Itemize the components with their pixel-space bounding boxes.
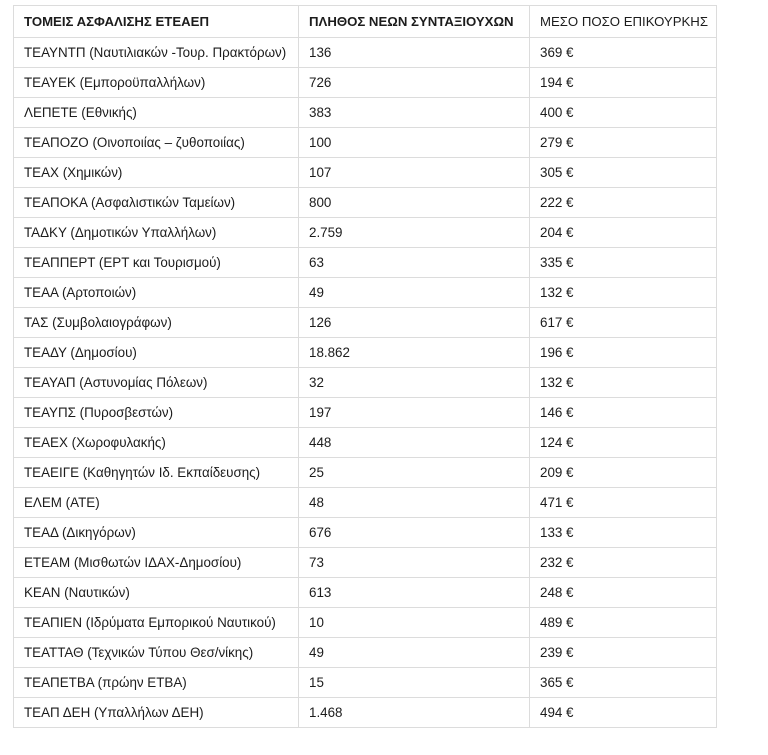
new-pensioners-cell: 448 [299, 428, 530, 458]
table-row [14, 308, 717, 338]
table-row [14, 38, 717, 68]
table-row [14, 608, 717, 638]
new-pensioners-cell: 48 [299, 488, 530, 518]
table-row [14, 518, 717, 548]
new-pensioners-cell: 49 [299, 278, 530, 308]
table-row [14, 368, 717, 398]
table-row [14, 188, 717, 218]
average-amount-cell: 248 € [530, 578, 717, 608]
new-pensioners-cell: 676 [299, 518, 530, 548]
fund-cell: ΤΑΔΚΥ (Δημοτικών Υπαλλήλων) [14, 218, 299, 248]
average-amount-cell: 222 € [530, 188, 717, 218]
average-amount-cell: 617 € [530, 308, 717, 338]
fund-cell: ΤΕΑΠΟΚΑ (Ασφαλιστικών Ταμείων) [14, 188, 299, 218]
table-row [14, 158, 717, 188]
average-amount-cell: 305 € [530, 158, 717, 188]
average-amount-cell: 133 € [530, 518, 717, 548]
fund-cell: ΤΕΑΥΑΠ (Αστυνομίας Πόλεων) [14, 368, 299, 398]
average-amount-cell: 194 € [530, 68, 717, 98]
fund-cell: ΤΕΑΧ (Χημικών) [14, 158, 299, 188]
fund-cell: ΤΕΑΠΠΕΡΤ (ΕΡΤ και Τουρισμού) [14, 248, 299, 278]
header-new-pensioners: ΠΛΗΘΟΣ ΝΕΩΝ ΣΥΝΤΑΞΙΟΥΧΩΝ [299, 6, 530, 38]
average-amount-cell: 132 € [530, 278, 717, 308]
fund-cell: ΤΕΑΠΕΤΒΑ (πρώην ΕΤΒΑ) [14, 668, 299, 698]
table-row [14, 68, 717, 98]
average-amount-cell: 489 € [530, 608, 717, 638]
new-pensioners-cell: 1.468 [299, 698, 530, 728]
pension-funds-table [13, 5, 717, 728]
fund-cell: ΚΕΑΝ (Ναυτικών) [14, 578, 299, 608]
table-row [14, 638, 717, 668]
fund-cell: ΤΑΣ (Συμβολαιογράφων) [14, 308, 299, 338]
table-row [14, 128, 717, 158]
table-row [14, 98, 717, 128]
average-amount-cell: 232 € [530, 548, 717, 578]
header-row [14, 6, 717, 38]
table-row [14, 668, 717, 698]
fund-cell: ΛΕΠΕΤΕ (Εθνικής) [14, 98, 299, 128]
average-amount-cell: 196 € [530, 338, 717, 368]
new-pensioners-cell: 383 [299, 98, 530, 128]
table-row [14, 278, 717, 308]
table-row [14, 578, 717, 608]
average-amount-cell: 132 € [530, 368, 717, 398]
fund-cell: ΤΕΑΤΤΑΘ (Τεχνικών Τύπου Θεσ/νίκης) [14, 638, 299, 668]
table-row [14, 248, 717, 278]
average-amount-cell: 279 € [530, 128, 717, 158]
new-pensioners-cell: 197 [299, 398, 530, 428]
new-pensioners-cell: 25 [299, 458, 530, 488]
average-amount-cell: 400 € [530, 98, 717, 128]
new-pensioners-cell: 726 [299, 68, 530, 98]
table-body [14, 38, 717, 728]
average-amount-cell: 335 € [530, 248, 717, 278]
average-amount-cell: 124 € [530, 428, 717, 458]
average-amount-cell: 204 € [530, 218, 717, 248]
new-pensioners-cell: 49 [299, 638, 530, 668]
table-row [14, 218, 717, 248]
table-row [14, 458, 717, 488]
table-row [14, 488, 717, 518]
new-pensioners-cell: 2.759 [299, 218, 530, 248]
average-amount-cell: 369 € [530, 38, 717, 68]
table-row [14, 698, 717, 728]
fund-cell: ΤΕΑΕΙΓΕ (Καθηγητών Ιδ. Εκπαίδευσης) [14, 458, 299, 488]
new-pensioners-cell: 100 [299, 128, 530, 158]
new-pensioners-cell: 136 [299, 38, 530, 68]
new-pensioners-cell: 18.862 [299, 338, 530, 368]
table-row [14, 398, 717, 428]
fund-cell: ΤΕΑΠΟΖΟ (Οινοποιίας – ζυθοποιίας) [14, 128, 299, 158]
fund-cell: ΤΕΑΑ (Αρτοποιών) [14, 278, 299, 308]
fund-cell: ΤΕΑΔΥ (Δημοσίου) [14, 338, 299, 368]
fund-cell: ΤΕΑΠ ΔΕΗ (Υπαλλήλων ΔΕΗ) [14, 698, 299, 728]
average-amount-cell: 146 € [530, 398, 717, 428]
average-amount-cell: 239 € [530, 638, 717, 668]
table-row [14, 338, 717, 368]
fund-cell: ΤΕΑΥΠΣ (Πυροσβεστών) [14, 398, 299, 428]
new-pensioners-cell: 15 [299, 668, 530, 698]
fund-cell: ΤΕΑΥΕΚ (Εμποροϋπαλλήλων) [14, 68, 299, 98]
header-average-amount: ΜΕΣΟ ΠΟΣΟ ΕΠΙΚΟΥΡΚΗΣ [530, 6, 717, 38]
new-pensioners-cell: 107 [299, 158, 530, 188]
average-amount-cell: 365 € [530, 668, 717, 698]
new-pensioners-cell: 10 [299, 608, 530, 638]
new-pensioners-cell: 800 [299, 188, 530, 218]
header-fund: ΤΟΜΕΙΣ ΑΣΦΑΛΙΣΗΣ ΕΤΕΑΕΠ [14, 6, 299, 38]
new-pensioners-cell: 613 [299, 578, 530, 608]
fund-cell: ΕΛΕΜ (ΑΤΕ) [14, 488, 299, 518]
table-row [14, 428, 717, 458]
average-amount-cell: 494 € [530, 698, 717, 728]
table-header [14, 6, 717, 38]
average-amount-cell: 471 € [530, 488, 717, 518]
fund-cell: ΤΕΑΠΙΕΝ (Ιδρύματα Εμπορικού Ναυτικού) [14, 608, 299, 638]
fund-cell: ΤΕΑΕΧ (Χωροφυλακής) [14, 428, 299, 458]
new-pensioners-cell: 73 [299, 548, 530, 578]
new-pensioners-cell: 63 [299, 248, 530, 278]
table-row [14, 548, 717, 578]
fund-cell: ΕΤΕΑΜ (Μισθωτών ΙΔΑΧ-Δημοσίου) [14, 548, 299, 578]
fund-cell: ΤΕΑΔ (Δικηγόρων) [14, 518, 299, 548]
new-pensioners-cell: 126 [299, 308, 530, 338]
average-amount-cell: 209 € [530, 458, 717, 488]
fund-cell: ΤΕΑΥΝΤΠ (Ναυτιλιακών -Τουρ. Πρακτόρων) [14, 38, 299, 68]
new-pensioners-cell: 32 [299, 368, 530, 398]
